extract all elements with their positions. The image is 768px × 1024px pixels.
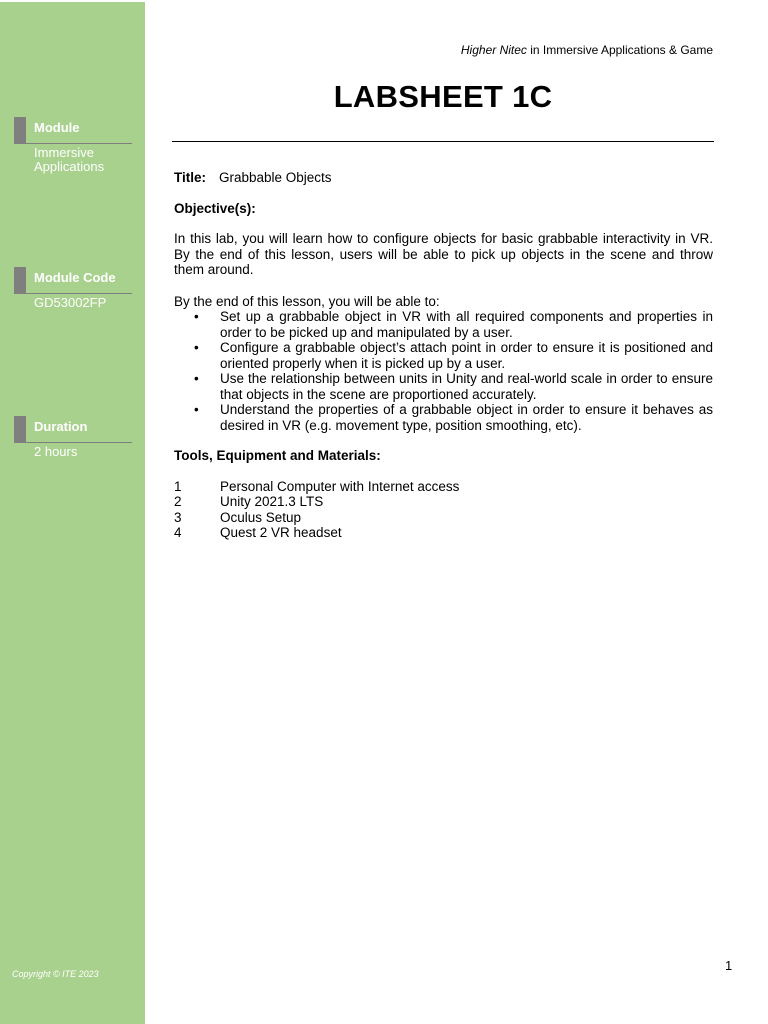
lab-title-row (174, 170, 713, 186)
list-item: • Use the relationship between units in Unity and real-world scale in order to ensure that objects in the scene are proportioned accurately. (194, 371, 713, 402)
duration-value: 2 hours (34, 444, 78, 459)
document-body (174, 170, 713, 541)
course-header (461, 43, 713, 57)
list-item: • Set up a grabbable object in VR with all required components and properties in order to be picked up and manipulated by a user. (194, 309, 713, 340)
sidebar (0, 2, 145, 1024)
list-item: 1 Personal Computer with Internet access (174, 478, 460, 494)
lab-title-value: Grabbable Objects (219, 170, 332, 185)
page-title: LABSHEET 1C (333, 79, 553, 114)
objectives-list (174, 309, 713, 433)
list-item: • Understand the properties of a grabbable object in order to ensure it behaves as desired in VR (e.g. movement type, position smoothing, etc). (194, 402, 713, 433)
duration-marker (14, 416, 26, 442)
course-header-italic: Higher Nitec (460, 43, 527, 57)
tools-heading: Tools, Equipment and Materials: (174, 448, 381, 463)
course-header-rest: in Immersive Applications & Game (526, 43, 713, 57)
lab-title-label: Title: (174, 170, 207, 185)
list-item: • Configure a grabbable object’s attach point in order to ensure it is positioned and oriented properly when it is picked up by a user. (194, 340, 713, 371)
copyright: Copyright © ITE 2023 (12, 969, 99, 979)
module-block (14, 117, 132, 174)
duration-label: Duration (34, 419, 88, 434)
bullet-icon: • (194, 340, 199, 355)
list-item: 2 Unity 2021.3 LTS (174, 494, 324, 509)
module-code-block (14, 267, 132, 310)
list-item: 4 Quest 2 VR headset (174, 525, 342, 540)
page-number: 1 (725, 958, 733, 973)
intro-paragraph: In this lab, you will learn how to configure objects for basic grabbable interactivity in VR. By the end of this lesson, users will be able to pick up objects in the scene and throw them around. (174, 231, 713, 277)
bullet-icon: • (194, 309, 199, 324)
duration-block (14, 416, 132, 459)
module-code-value: GD53002FP (34, 295, 107, 310)
module-code-marker (14, 267, 26, 293)
list-item: 3 Oculus Setup (174, 509, 302, 525)
title-divider (172, 141, 714, 142)
able-to-line: By the end of this lesson, you will be able to: (174, 293, 440, 309)
module-value: Immersive Applications (34, 145, 105, 174)
bullet-icon: • (194, 402, 199, 417)
module-marker (14, 117, 26, 143)
module-code-label: Module Code (34, 270, 116, 285)
module-label: Module (34, 120, 80, 135)
objectives-heading: Objective(s): (174, 200, 256, 216)
tools-list (174, 479, 713, 541)
bullet-icon: • (194, 371, 199, 386)
